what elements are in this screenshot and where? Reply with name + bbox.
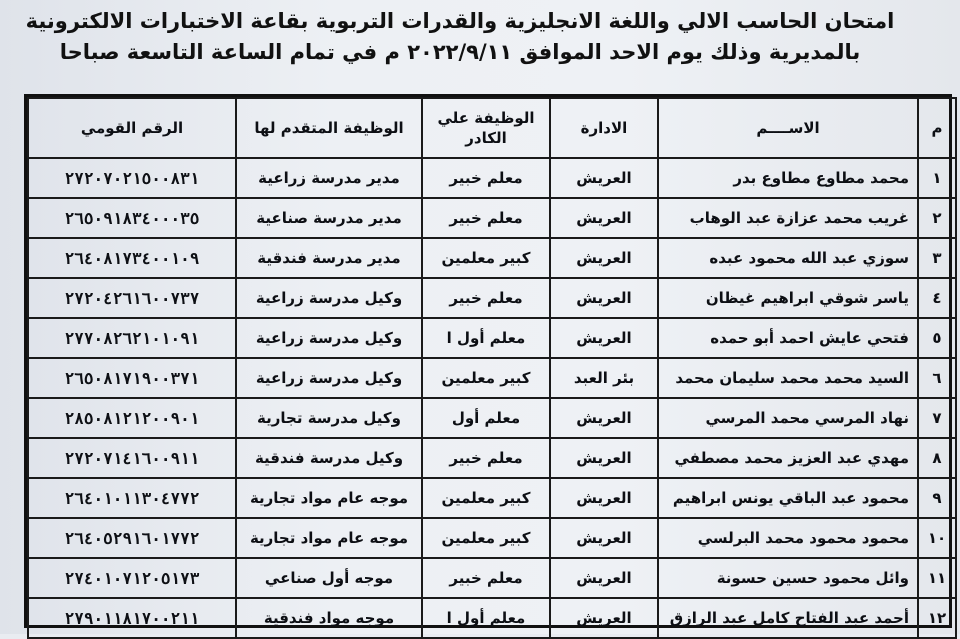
cell-administration: العريش [550,158,658,198]
cell-staff-job: معلم أول [422,398,550,438]
table-row [28,518,956,558]
cell-staff-job: معلم خبير [422,558,550,598]
cell-administration: العريش [550,438,658,478]
cell-serial: ٦ [918,358,956,398]
cell-administration: العريش [550,198,658,238]
cell-applied-job: موجه أول صناعي [236,558,422,598]
cell-applied-job: وكيل مدرسة تجارية [236,398,422,438]
cell-name: فتحي عايش احمد أبو حمده [658,318,918,358]
cell-administration: العريش [550,318,658,358]
table-row [28,438,956,478]
cell-national-id: ٢٦٤٠١٠١١٣٠٤٧٧٢ [28,478,236,518]
cell-applied-job: وكيل مدرسة زراعية [236,318,422,358]
cell-staff-job: معلم خبير [422,198,550,238]
table-row [28,158,956,198]
cell-serial: ١١ [918,558,956,598]
cell-administration: العريش [550,598,658,638]
cell-serial: ٩ [918,478,956,518]
cell-national-id: ٢٧٧٠٨٢٦٢١٠١٠٩١ [28,318,236,358]
cell-name: نهاد المرسي محمد المرسي [658,398,918,438]
cell-applied-job: موجه عام مواد تجارية [236,478,422,518]
header-staff-job: الوظيفة علي الكادر [422,98,550,158]
cell-staff-job: معلم خبير [422,438,550,478]
cell-national-id: ٢٨٥٠٨١٢١٢٠٠٩٠١ [28,398,236,438]
cell-staff-job: كبير معلمين [422,518,550,558]
table-row [28,198,956,238]
cell-applied-job: موجه عام مواد تجارية [236,518,422,558]
header-applied-job: الوظيفة المتقدم لها [236,98,422,158]
cell-national-id: ٢٦٤٠٥٢٩١٦٠١٧٧٢ [28,518,236,558]
table-row [28,558,956,598]
cell-serial: ٥ [918,318,956,358]
table-row [28,278,956,318]
cell-serial: ٨ [918,438,956,478]
table-body [28,158,956,638]
cell-national-id: ٢٧٢٠٧١٤١٦٠٠٩١١ [28,438,236,478]
header-name: الاســــم [658,98,918,158]
candidates-table [27,97,957,639]
cell-serial: ١ [918,158,956,198]
cell-name: ياسر شوقي ابراهيم غيظان [658,278,918,318]
cell-administration: العريش [550,398,658,438]
cell-staff-job: كبير معلمين [422,358,550,398]
exam-title-line-2: بالمديرية وذلك يوم الاحد الموافق ٢٠٢٢/٩/١١ م في تمام الساعة التاسعة صباحا [59,40,861,64]
cell-name: محمد مطاوع مطاوع بدر [658,158,918,198]
exam-title-line-1: امتحان الحاسب الالي واللغة الانجليزية والقدرات التربوية بقاعة الاختبارات الالكترونية [25,9,895,33]
cell-administration: العريش [550,278,658,318]
candidates-table-frame [24,94,952,628]
cell-applied-job: وكيل مدرسة زراعية [236,358,422,398]
cell-applied-job: مدير مدرسة فندقية [236,238,422,278]
cell-name: وائل محمود حسين حسونة [658,558,918,598]
cell-name: سوزي عبد الله محمود عبده [658,238,918,278]
cell-administration: العريش [550,238,658,278]
cell-staff-job: معلم أول ا [422,598,550,638]
cell-serial: ١٢ [918,598,956,638]
cell-serial: ٢ [918,198,956,238]
cell-name: محمود عبد الباقي يونس ابراهيم [658,478,918,518]
table-row [28,318,956,358]
cell-staff-job: كبير معلمين [422,478,550,518]
table-row [28,478,956,518]
table-row [28,358,956,398]
cell-national-id: ٢٧٩٠١١٨١٧٠٠٢١١ [28,598,236,638]
cell-name: مهدي عبد العزيز محمد مصطفي [658,438,918,478]
header-serial: م [918,98,956,158]
cell-staff-job: معلم خبير [422,278,550,318]
cell-name: السيد محمد محمد سليمان محمد [658,358,918,398]
cell-applied-job: مدير مدرسة زراعية [236,158,422,198]
header-national-id: الرقم القومي [28,98,236,158]
cell-applied-job: موجه مواد فندقية [236,598,422,638]
cell-administration: العريش [550,518,658,558]
cell-staff-job: معلم أول ا [422,318,550,358]
header-row [28,98,956,158]
cell-national-id: ٢٦٤٠٨١٧٣٤٠٠١٠٩ [28,238,236,278]
cell-administration: العريش [550,558,658,598]
cell-name: أحمد عبد الفتاح كامل عبد الرازق [658,598,918,638]
table-row [28,598,956,638]
cell-applied-job: وكيل مدرسة زراعية [236,278,422,318]
cell-serial: ٣ [918,238,956,278]
cell-national-id: ٢٧٤٠١٠٧١٢٠٥١٧٣ [28,558,236,598]
cell-administration: العريش [550,478,658,518]
cell-national-id: ٢٦٥٠٩١٨٣٤٠٠٠٣٥ [28,198,236,238]
cell-name: محمود محمود محمد البرلسي [658,518,918,558]
cell-serial: ١٠ [918,518,956,558]
cell-national-id: ٢٧٢٠٤٢٦١٦٠٠٧٣٧ [28,278,236,318]
table-row [28,238,956,278]
table-header [28,98,956,158]
cell-national-id: ٢٧٢٠٧٠٢١٥٠٠٨٣١ [28,158,236,198]
cell-national-id: ٢٦٥٠٨١٧١٩٠٠٣٧١ [28,358,236,398]
cell-staff-job: معلم خبير [422,158,550,198]
cell-administration: بئر العبد [550,358,658,398]
cell-name: غريب محمد عزازة عبد الوهاب [658,198,918,238]
cell-serial: ٤ [918,278,956,318]
cell-applied-job: مدير مدرسة صناعية [236,198,422,238]
cell-serial: ٧ [918,398,956,438]
cell-staff-job: كبير معلمين [422,238,550,278]
cell-applied-job: وكيل مدرسة فندقية [236,438,422,478]
header-administration: الادارة [550,98,658,158]
table-row [28,398,956,438]
